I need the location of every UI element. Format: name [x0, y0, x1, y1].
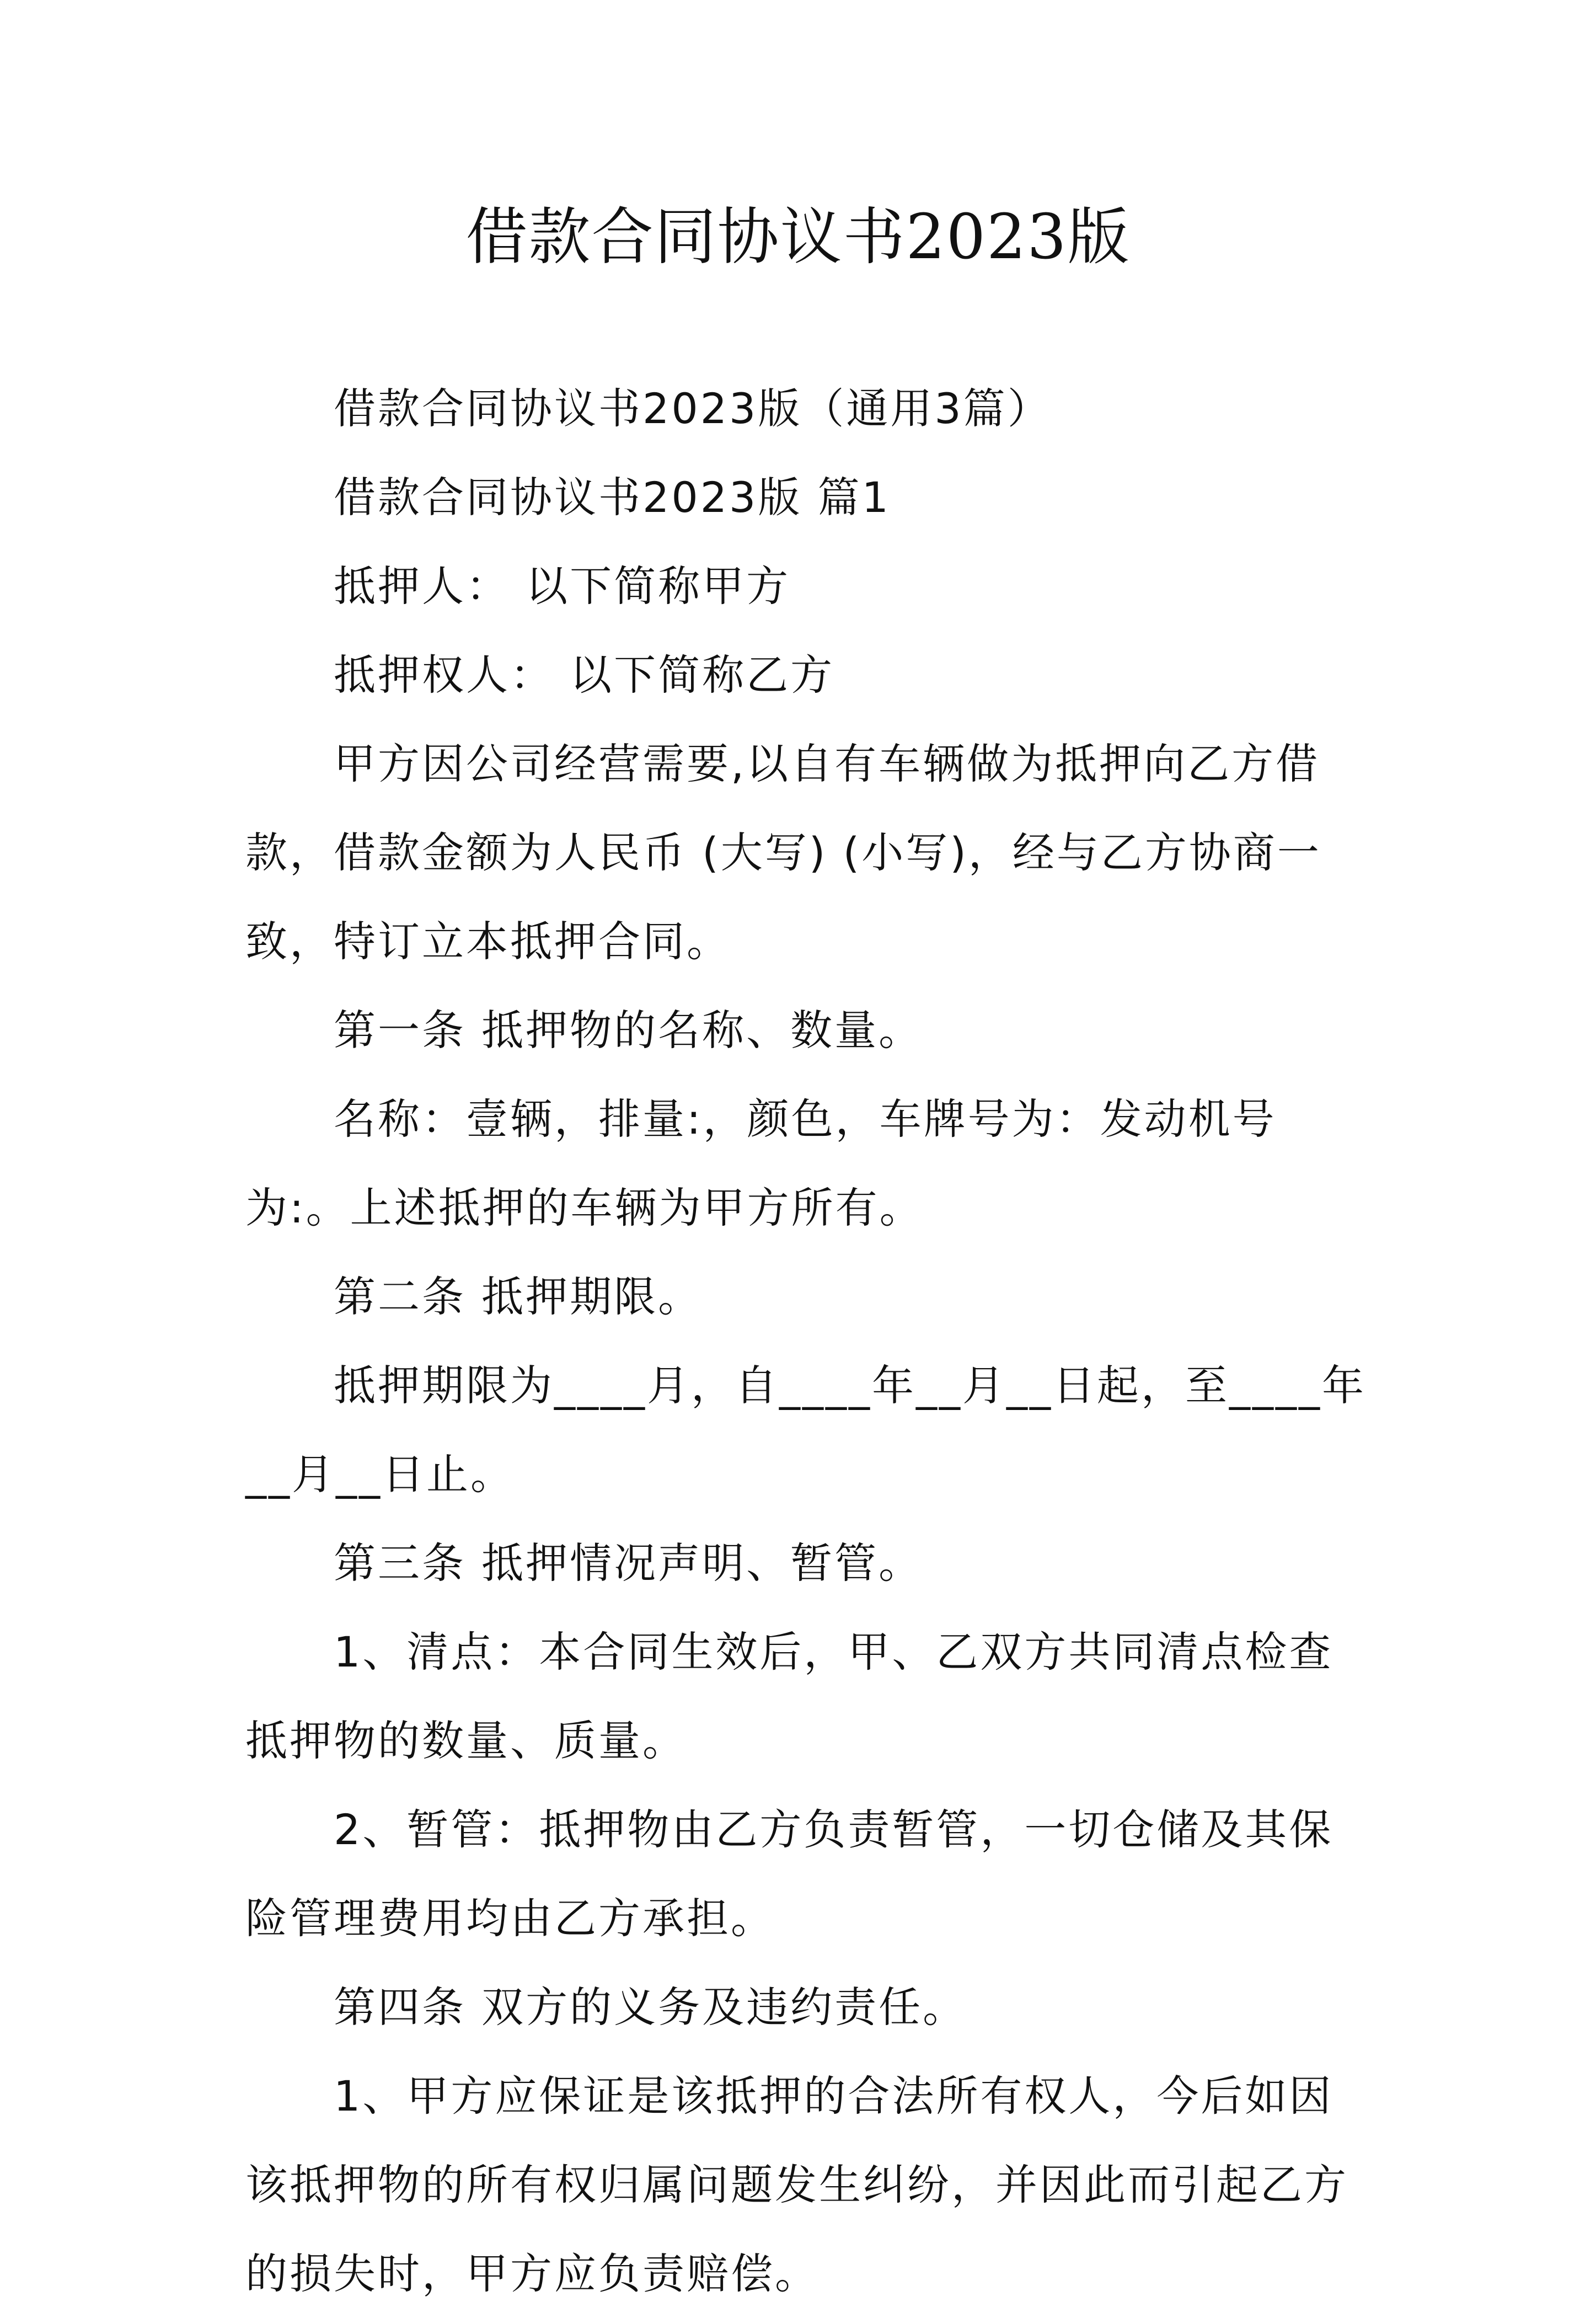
paragraph-mortgagor: 抵押人： 以下简称甲方: [334, 562, 791, 611]
paragraph-ownership-liability: 1、甲方应保证是该抵押的合法所有权人，今后如因该抵押物的所有权归属问题发生纠纷，并因此而引起乙方的损失时，甲方应负责赔偿。: [245, 2071, 1348, 2298]
document-body: [245, 364, 1370, 2318]
paragraph-subtitle: 借款合同协议书2023版（通用3篇）: [334, 384, 1052, 433]
paragraph-article-1: 第一条 抵押物的名称、数量。: [334, 1006, 923, 1055]
paragraph-article-3: 第三条 抵押情况声明、暂管。: [334, 1539, 923, 1588]
paragraph-article-4: 第四条 双方的义务及违约责任。: [334, 1983, 967, 2032]
paragraph-term: 抵押期限为____月，自____年__月__日起，至____年__月__日止。: [245, 1361, 1366, 1499]
paragraph-mortgagee: 抵押权人： 以下简称乙方: [334, 650, 835, 699]
paragraph-section-heading: 借款合同协议书2023版 篇1: [334, 473, 891, 522]
paragraph-vehicle-details: 名称：壹辆，排量:，颜色，车牌号为：发动机号为:。上述抵押的车辆为甲方所有。: [245, 1094, 1277, 1232]
paragraph-loan-purpose: 甲方因公司经营需要,以自有车辆做为抵押向乙方借款，借款金额为人民币 (大写) (小写)，经与乙方协商一致，特订立本抵押合同。: [245, 739, 1321, 966]
paragraph-custody: 2、暂管：抵押物由乙方负责暂管，一切仓储及其保险管理费用均由乙方承担。: [245, 1805, 1333, 1943]
paragraph-article-2: 第二条 抵押期限。: [334, 1272, 703, 1321]
paragraph-inventory: 1、清点：本合同生效后，甲、乙双方共同清点检查抵押物的数量、质量。: [245, 1627, 1333, 1765]
document-title: 借款合同协议书2023版: [465, 201, 1131, 273]
